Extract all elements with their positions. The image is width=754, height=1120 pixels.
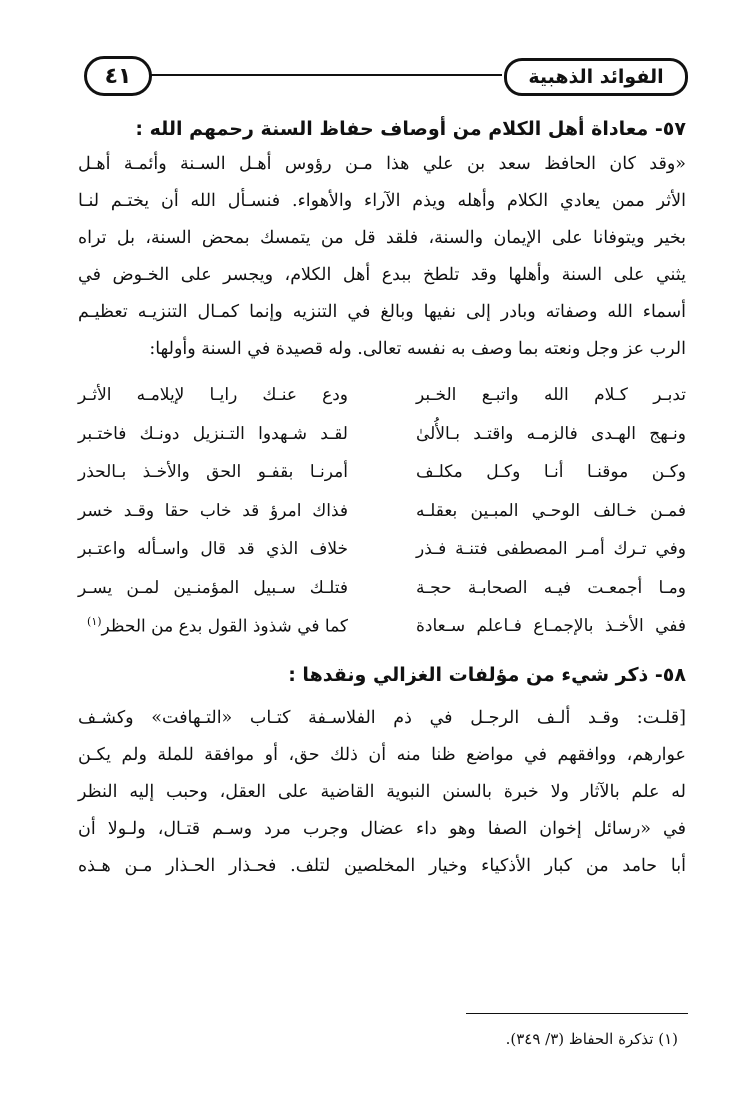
verse-second-hemistich [78, 615, 348, 637]
verse-first-hemistich: وفي تـرك أمـر المصطفى فتنـة فـذر [416, 539, 686, 560]
header-rule [144, 74, 502, 76]
poem-verse [78, 569, 686, 608]
poem-verse [78, 607, 686, 646]
section-58-paragraph [78, 700, 686, 885]
paragraph-line: الرب عز وجل ونعته بما وصف به نفسه تعالى. وله قصيدة في السنة وأولها: [149, 339, 686, 359]
page-body [78, 114, 686, 885]
verse-second-hemistich: فتلـك سـبيل المؤمنـين لمـن يسـر [78, 577, 348, 598]
paragraph-line: الأثر ممن يعادي الكلام وأهله ويذم الآراء والأهواء. فنسـأل الله أن يختـم لنـا [78, 191, 686, 211]
poem-verse [78, 492, 686, 531]
poem-verse [78, 415, 686, 454]
verse-first-hemistich: ونـهج الهـدى فالزمـه واقتـد بـالأُلىٰ [416, 423, 686, 444]
verse-text: كما في شذوذ القول بدع من الحظر [101, 617, 348, 638]
paragraph-line: أسماء الله وصفاته وبادر إلى نفيها وبالغ في التنزيه وإنما كمـال التنزيـه تعظيـم [78, 302, 686, 322]
paragraph-line: في «رسائل إخوان الصفا وهو داء عضال وجرب مرد وسـم قتـال، ولـولا أن [78, 818, 686, 839]
verse-first-hemistich: فمـن خـالف الوحـي المبـين بعقلـه [416, 500, 686, 521]
paragraph-line: بخير ويتوفانا على الإيمان والسنة، فلقد قل من يتمسك بمحض السنة، بل تراه [78, 228, 686, 248]
verse-first-hemistich: ففي الأخـذ بالإجمـاع فـاعلم سـعادة [416, 616, 686, 637]
paragraph-line: «وقد كان الحافظ سعد بن علي هذا مـن رؤوس أهـل السـنة وأئمـة أهـل [78, 154, 686, 174]
verse-second-hemistich: أمرنـا بقفـو الحق والأخـذ بـالحذر [78, 462, 348, 483]
verse-first-hemistich: ومـا أجمعـت فيـه الصحابـة حجـة [416, 577, 686, 598]
verse-first-hemistich: وكـن موقنـا أنـا وكـل مكلـف [416, 462, 686, 483]
poem [78, 376, 686, 646]
footnote-rule [466, 1013, 688, 1014]
running-title: الفوائد الذهبية [504, 58, 688, 96]
section-58-heading: ٥٨- ذكر شيء من مؤلفات الغزالي ونقدها : [288, 663, 686, 686]
paragraph-line: له علم بالآثار ولا خبرة بالسنن النبوية القاضية على العقل، وحبب إليه النظر [78, 781, 686, 802]
page-header [84, 56, 688, 96]
poem-verse [78, 530, 686, 569]
paragraph-line: [قلـت: وقـد ألـف الرجـل في ذم الفلاسـفة كتـاب «التـهافت» وكشـف [78, 707, 686, 728]
verse-second-hemistich: فذاك امرؤ قد خاب حقا وقـد خسر [78, 500, 348, 521]
footnote: (١) تذكرة الحفاظ (٣/ ٣٤٩). [505, 1030, 678, 1048]
verse-second-hemistich: ودع عنـك رايـا لإيلامـه الأثـر [78, 385, 348, 406]
paragraph-line: يثني على السنة وأهلها وقد تلطخ ببدع أهل الكلام، ويجسر على الخـوض في [78, 265, 686, 285]
section-57-heading: ٥٧- معاداة أهل الكلام من أوصاف حفاظ السنة رحمهم الله : [135, 118, 686, 140]
poem-verse [78, 453, 686, 492]
verse-second-hemistich: لقـد شـهدوا التـنزيل دونـك فاختـبر [78, 423, 348, 444]
poem-verse [78, 376, 686, 415]
verse-second-hemistich: خلاف الذي قد قال واسـأله واعتـبر [78, 539, 348, 560]
section-57-paragraph [78, 146, 686, 368]
footnote-marker: (١) [87, 615, 102, 629]
paragraph-line: أبا حامد من كبار الأذكياء وخيار المخلصين لتلف. فحـذار الحـذار مـن هـذه [78, 855, 686, 876]
paragraph-line: عوارهم، ووافقهم في مواضع ظنا منه أن ذلك حق، أو موافقة للملة ولم يكـن [78, 744, 686, 765]
page-number: ٤١ [84, 56, 152, 96]
verse-first-hemistich: تدبـر كـلام الله واتبـع الخـبر [416, 385, 686, 406]
